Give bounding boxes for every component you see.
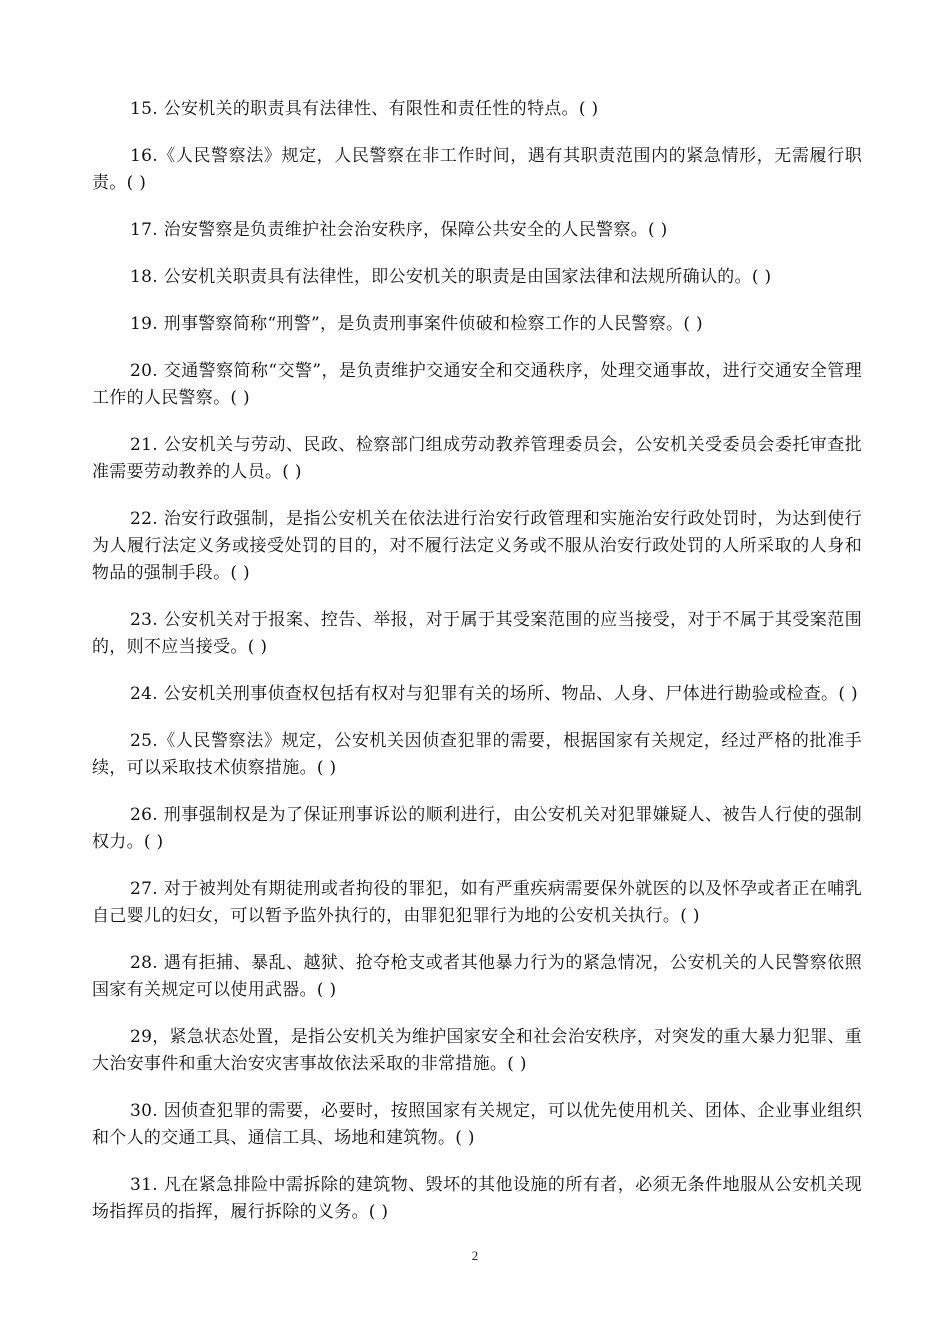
question-item: 17. 治安警察是负责维护社会治安秩序，保障公共安全的人民警察。( ) xyxy=(130,220,668,240)
question-item: 28. 遇有拒捕、暴乱、越狱、抢夺枪支或者其他暴力行为的紧急情况，公安机关的人民警察依照国家有关规定可以使用武器。( ) xyxy=(92,953,862,1000)
question-item: 23. 公安机关对于报案、控告、举报，对于属于其受案范围的应当接受，对于不属于其受案范围的，则不应当接受。( ) xyxy=(92,610,862,657)
question-item: 18. 公安机关职责具有法律性，即公安机关的职责是由国家法律和法规所确认的。( ) xyxy=(130,267,772,287)
question-item: 24. 公安机关刑事侦查权包括有权对与犯罪有关的场所、物品、人身、尸体进行勘验或检查。( ) xyxy=(130,684,858,704)
question-item: 20. 交通警察简称“交警”，是负责维护交通安全和交通秩序，处理交通事故，进行交通安全管理工作的人民警察。( ) xyxy=(92,361,862,408)
question-item: 15. 公安机关的职责具有法律性、有限性和责任性的特点。( ) xyxy=(130,99,599,119)
question-item: 16.《人民警察法》规定，人民警察在非工作时间，遇有其职责范围内的紧急情形，无需履行职责。( ) xyxy=(92,146,862,193)
question-item: 22. 治安行政强制，是指公安机关在依法进行治安行政管理和实施治安行政处罚时，为达到使行为人履行法定义务或接受处罚的目的，对不履行法定义务或不服从治安行政处罚的人所采取的人身和物品的强制手段。( ) xyxy=(92,509,862,583)
question-item: 25.《人民警察法》规定，公安机关因侦查犯罪的需要，根据国家有关规定，经过严格的批准手续，可以采取技术侦察措施。( ) xyxy=(92,731,862,778)
question-item: 21. 公安机关与劳动、民政、检察部门组成劳动教养管理委员会，公安机关受委员会委托审查批准需要劳动教养的人员。( ) xyxy=(92,435,862,482)
question-item: 29，紧急状态处置，是指公安机关为维护国家安全和社会治安秩序，对突发的重大暴力犯罪、重大治安事件和重大治安灾害事故依法采取的非常措施。( ) xyxy=(92,1027,862,1074)
question-item: 26. 刑事强制权是为了保证刑事诉讼的顺利进行，由公安机关对犯罪嫌疑人、被告人行使的强制权力。( ) xyxy=(92,805,862,852)
question-item: 31. 凡在紧急排险中需拆除的建筑物、毁坏的其他设施的所有者，必须无条件地服从公安机关现场指挥员的指挥，履行拆除的义务。( ) xyxy=(92,1175,862,1222)
question-item: 30. 因侦查犯罪的需要，必要时，按照国家有关规定，可以优先使用机关、团体、企业事业组织和个人的交通工具、通信工具、场地和建筑物。( ) xyxy=(92,1101,862,1148)
question-item: 19. 刑事警察简称“刑警”，是负责刑事案件侦破和检察工作的人民警察。( ) xyxy=(130,314,703,334)
question-list xyxy=(92,96,862,1246)
page-number: 2 xyxy=(471,1248,479,1263)
question-item: 27. 对于被判处有期徒刑或者拘役的罪犯，如有严重疾病需要保外就医的以及怀孕或者正在哺乳自己婴儿的妇女，可以暂予监外执行的，由罪犯犯罪行为地的公安机关执行。( ) xyxy=(92,879,862,926)
